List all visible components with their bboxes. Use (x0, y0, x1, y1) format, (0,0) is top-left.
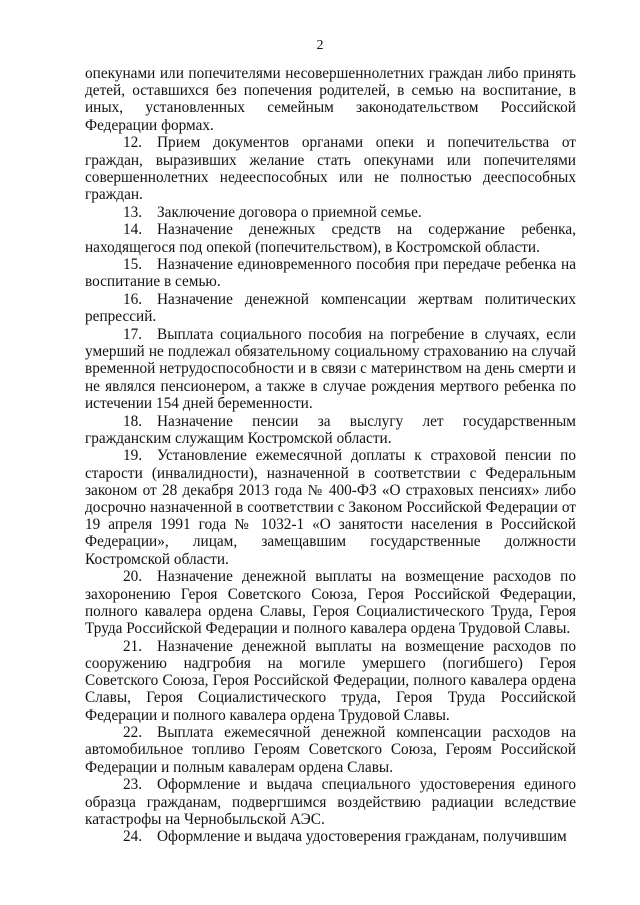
item-text: Выплата социального пособия на погребение в случаях, если умерший не подлежал обязательному социальному страхованию на случай временной нетрудоспособности и в связи с материнством на день смерти и не являлся пенсионером, а также в случае рождения мертвого ребенка по истечении 154 дней беременности. (85, 326, 576, 412)
item-number: 16. (123, 291, 143, 309)
item-number: 15. (123, 256, 143, 274)
item-number: 17. (123, 326, 143, 344)
item-number: 22. (123, 724, 143, 742)
item-text: Назначение денежной выплаты на возмещение расходов по захоронению Героя Советского Союза, Героя Российской Федерации, полного кавалера ордена Славы, Героя Социалистического Труда, Героя Труда Российской Федерации и полного кавалера ордена Трудовой Славы. (85, 568, 576, 637)
item-text: Выплата ежемесячной денежной компенсации расходов на автомобильное топливо Героям Советского Союза, Героям Российской Федерации и полным кавалерам ордена Славы. (85, 724, 576, 776)
item-text: Назначение денежной выплаты на возмещение расходов по сооружению надгробия на могиле умершего (погибшего) Героя Советского Союза, Героя Российской Федерации, полного кавалера ордена Славы, Героя Социалистического труда, Героя Труда Российской Федерации и полного кавалера ордена Трудовой Славы. (85, 637, 576, 724)
item-text: Назначение единовременного пособия при передаче ребенка на воспитание в семью. (85, 256, 576, 291)
item-number: 21. (123, 637, 143, 655)
document-body (85, 65, 576, 846)
item-number: 12. (123, 134, 143, 152)
list-item-24 (85, 828, 576, 845)
list-item-12 (85, 134, 576, 203)
item-number: 13. (123, 203, 143, 221)
item-number: 23. (123, 776, 143, 794)
item-text: Заключение договора о приемной семье. (157, 203, 422, 221)
list-item-16 (85, 291, 576, 325)
item-number: 20. (123, 568, 143, 586)
list-item-19 (85, 447, 576, 567)
item-number: 18. (123, 412, 143, 430)
list-item-18 (85, 413, 576, 447)
list-item-13 (85, 204, 576, 221)
item-number: 19. (123, 447, 143, 465)
list-item-23 (85, 776, 576, 828)
item-text: Назначение денежных средств на содержание ребенка, находящегося под опекой (попечительством), в Костромской области. (85, 221, 576, 256)
continuation-paragraph: опекунами или попечителями несовершеннолетних граждан либо принять детей, оставшихся без попечения родителей, в семью на воспитание, в иных, установленных семейным законодательством Российской Федерации формах. (85, 65, 576, 134)
list-item-15 (85, 256, 576, 290)
item-number: 14. (123, 221, 143, 239)
list-item-22 (85, 724, 576, 776)
item-text: Назначение пенсии за выслугу лет государственным гражданским служащим Костромской области. (85, 412, 576, 447)
list-item-21 (85, 638, 576, 724)
page-number: 2 (316, 38, 324, 53)
item-text: Оформление и выдача удостоверения гражданам, получившим (157, 828, 567, 846)
list-item-14 (85, 221, 576, 255)
item-text: Установление ежемесячной доплаты к страховой пенсии по старости (инвалидности), назначенной в соответствии с Федеральным законом от 28 декабря 2013 года № 400-ФЗ «О страховых пенсиях» либо досрочно назначенной в соответствии с Законом Российской Федерации от 19 апреля 1991 года № 1032-1 «О занятости населения в Российской Федерации», лицам, замещавшим государственные должности Костромской области. (85, 447, 576, 568)
item-text: Прием документов органами опеки и попечительства от граждан, выразивших желание стать опекунами или попечителями совершеннолетних недееспособных или не полностью дееспособных граждан. (85, 134, 576, 203)
item-number: 24. (123, 828, 143, 846)
item-text: Оформление и выдача специального удостоверения единого образца гражданам, подвергшимся воздействию радиации вследствие катастрофы на Чернобыльской АЭС. (85, 776, 576, 828)
item-text: Назначение денежной компенсации жертвам политических репрессий. (85, 291, 576, 326)
list-item-20 (85, 568, 576, 637)
list-item-17 (85, 326, 576, 412)
